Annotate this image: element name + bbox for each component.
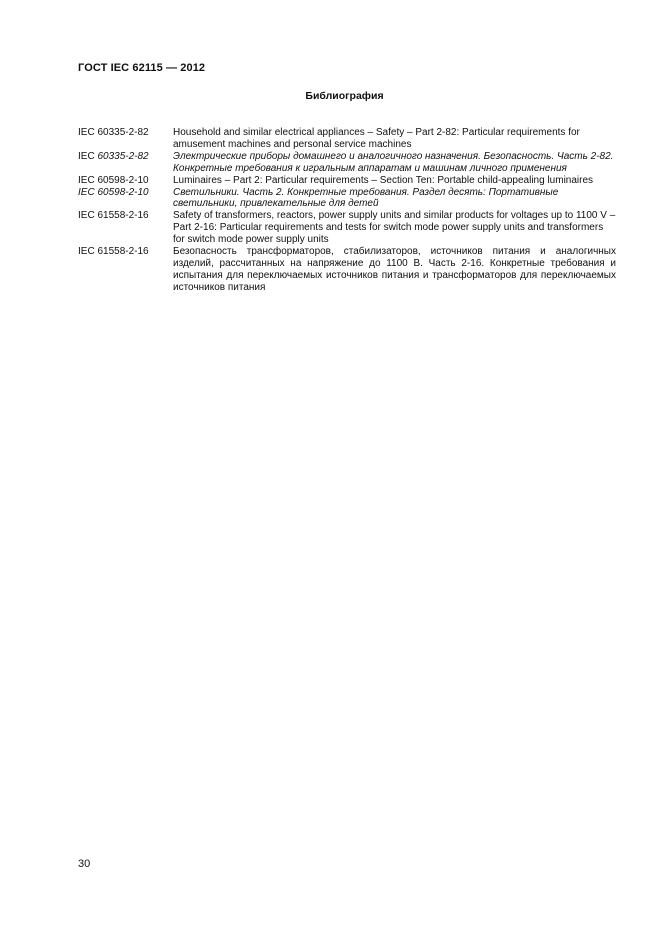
bibliography-list: [78, 127, 616, 294]
standard-code: IEC 60598-2-10: [78, 174, 149, 186]
standard-code: IEC 60598-2-10: [78, 186, 149, 198]
standard-title: Светильники. Часть 2. Конкретные требования. Раздел десять: Портативные светильники, привлекательные для детей: [173, 186, 559, 210]
bibliography-entry: [78, 210, 616, 246]
standard-title: Электрические приборы домашнего и аналогичного назначения. Безопасность. Часть 2-82. Конкретные требования к игральным аппаратам и машинам личного применения: [173, 150, 614, 174]
standard-title: Household and similar electrical appliances – Safety – Part 2-82: Particular requirements for amusement machines and personal service machines: [173, 127, 580, 150]
bibliography-entry: [78, 187, 616, 211]
standard-code: IEC 61558-2-16: [78, 246, 149, 258]
section-title: Библиография: [305, 90, 384, 102]
standard-code: IEC 60335-2-82: [78, 127, 149, 138]
bibliography-entry: [78, 246, 616, 294]
bibliography-entry: [78, 175, 616, 187]
standard-title: Safety of transformers, reactors, power supply units and similar products for voltages up to 1100 V – Part 2-16: Particular requirements and tests for switch mode power supply units and transformers for switch mode power supply units: [173, 210, 616, 246]
standard-code: IEC 60335-2-82: [78, 150, 149, 162]
standard-title: Luminaires – Part 2: Particular requirements – Section Ten: Portable child-appealing luminaires: [173, 174, 594, 186]
bibliography-entry: [78, 151, 616, 175]
document-header: ГОСТ IEC 62115 — 2012: [78, 62, 206, 74]
bibliography-entry: [78, 127, 616, 151]
page-number: 30: [78, 858, 91, 870]
standard-title: Безопасность трансформаторов, стабилизаторов, источников питания и аналогичных изделий, рассчитанных на напряжение до 1100 В. Часть 2-16. Конкретные требования и испытания для переключаемых источников питания и трансформаторов для переключаемых источников питания: [173, 246, 616, 293]
standard-code: IEC 61558-2-16: [78, 210, 149, 222]
